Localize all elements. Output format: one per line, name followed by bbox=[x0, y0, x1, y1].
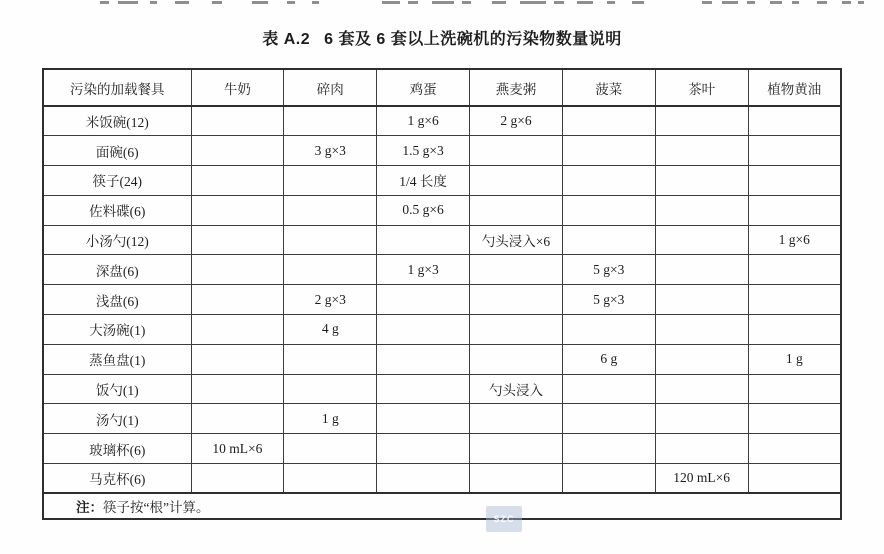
value-cell bbox=[655, 106, 748, 136]
value-cell bbox=[377, 374, 470, 404]
table-row bbox=[43, 464, 841, 494]
value-cell bbox=[655, 315, 748, 345]
value-cell bbox=[655, 225, 748, 255]
value-cell bbox=[191, 374, 284, 404]
col-header-minced-meat: 碎肉 bbox=[284, 69, 377, 106]
value-cell bbox=[655, 434, 748, 464]
value-cell bbox=[748, 136, 841, 166]
value-cell bbox=[191, 404, 284, 434]
value-cell bbox=[562, 136, 655, 166]
value-cell bbox=[284, 166, 377, 196]
value-cell: 1 g×6 bbox=[377, 106, 470, 136]
value-cell bbox=[562, 106, 655, 136]
value-cell bbox=[284, 464, 377, 494]
page-title bbox=[0, 26, 884, 49]
value-cell bbox=[191, 464, 284, 494]
value-cell bbox=[748, 434, 841, 464]
value-cell bbox=[377, 315, 470, 345]
row-label: 玻璃杯(6) bbox=[43, 434, 191, 464]
value-cell bbox=[191, 315, 284, 345]
value-cell bbox=[562, 315, 655, 345]
value-cell bbox=[377, 344, 470, 374]
value-cell: 1.5 g×3 bbox=[377, 136, 470, 166]
value-cell bbox=[377, 225, 470, 255]
table-body bbox=[43, 106, 841, 493]
table-caption: 6 套及 6 套以上洗碗机的污染物数量说明 bbox=[324, 31, 622, 48]
value-cell bbox=[470, 344, 563, 374]
table-number-label: 表 A.2 bbox=[262, 31, 311, 48]
row-label: 大汤碗(1) bbox=[43, 315, 191, 345]
note-row bbox=[43, 493, 841, 519]
value-cell bbox=[284, 255, 377, 285]
row-label: 蒸鱼盘(1) bbox=[43, 344, 191, 374]
value-cell bbox=[562, 434, 655, 464]
value-cell bbox=[284, 434, 377, 464]
table-row bbox=[43, 315, 841, 345]
value-cell bbox=[562, 464, 655, 494]
value-cell bbox=[191, 285, 284, 315]
value-cell bbox=[191, 344, 284, 374]
value-cell: 3 g×3 bbox=[284, 136, 377, 166]
value-cell bbox=[748, 315, 841, 345]
value-cell bbox=[748, 106, 841, 136]
col-header-oatmeal: 燕麦粥 bbox=[470, 69, 563, 106]
table-row bbox=[43, 285, 841, 315]
value-cell bbox=[562, 404, 655, 434]
value-cell bbox=[748, 464, 841, 494]
row-label: 饭勺(1) bbox=[43, 374, 191, 404]
value-cell: 勺头浸入×6 bbox=[470, 225, 563, 255]
value-cell: 5 g×3 bbox=[562, 255, 655, 285]
value-cell bbox=[655, 136, 748, 166]
value-cell bbox=[748, 166, 841, 196]
table-row bbox=[43, 374, 841, 404]
value-cell bbox=[748, 374, 841, 404]
value-cell bbox=[284, 374, 377, 404]
value-cell bbox=[191, 166, 284, 196]
value-cell bbox=[470, 285, 563, 315]
value-cell bbox=[377, 404, 470, 434]
table-row bbox=[43, 136, 841, 166]
row-label: 浅盘(6) bbox=[43, 285, 191, 315]
value-cell: 1 g bbox=[748, 344, 841, 374]
pollutant-table-container bbox=[42, 68, 842, 520]
value-cell: 2 g×6 bbox=[470, 106, 563, 136]
table-row bbox=[43, 106, 841, 136]
value-cell bbox=[284, 225, 377, 255]
value-cell bbox=[191, 225, 284, 255]
value-cell bbox=[470, 315, 563, 345]
value-cell bbox=[470, 195, 563, 225]
col-header-egg: 鸡蛋 bbox=[377, 69, 470, 106]
note-text: 筷子按“根”计算。 bbox=[103, 500, 210, 516]
value-cell bbox=[748, 195, 841, 225]
value-cell bbox=[748, 285, 841, 315]
value-cell: 4 g bbox=[284, 315, 377, 345]
row-label: 筷子(24) bbox=[43, 166, 191, 196]
value-cell bbox=[655, 404, 748, 434]
value-cell bbox=[655, 166, 748, 196]
table-row bbox=[43, 434, 841, 464]
table-note bbox=[43, 493, 841, 519]
value-cell: 勺头浸入 bbox=[470, 374, 563, 404]
value-cell bbox=[191, 255, 284, 285]
value-cell bbox=[655, 255, 748, 285]
value-cell bbox=[655, 285, 748, 315]
clipped-text-top bbox=[0, 0, 884, 6]
value-cell: 5 g×3 bbox=[562, 285, 655, 315]
value-cell bbox=[562, 374, 655, 404]
value-cell bbox=[562, 195, 655, 225]
value-cell bbox=[748, 255, 841, 285]
table-row bbox=[43, 255, 841, 285]
value-cell: 0.5 g×6 bbox=[377, 195, 470, 225]
value-cell bbox=[470, 434, 563, 464]
pollutant-quantity-table bbox=[42, 68, 842, 520]
value-cell: 10 mL×6 bbox=[191, 434, 284, 464]
value-cell: 6 g bbox=[562, 344, 655, 374]
value-cell bbox=[284, 106, 377, 136]
col-header-margarine: 植物黄油 bbox=[748, 69, 841, 106]
value-cell bbox=[191, 106, 284, 136]
value-cell bbox=[470, 255, 563, 285]
col-header-tableware: 污染的加载餐具 bbox=[43, 69, 191, 106]
row-label: 汤勺(1) bbox=[43, 404, 191, 434]
value-cell: 2 g×3 bbox=[284, 285, 377, 315]
value-cell bbox=[377, 464, 470, 494]
value-cell bbox=[470, 136, 563, 166]
value-cell bbox=[470, 464, 563, 494]
col-header-tea: 茶叶 bbox=[655, 69, 748, 106]
value-cell bbox=[191, 195, 284, 225]
value-cell bbox=[284, 195, 377, 225]
row-label: 佐料碟(6) bbox=[43, 195, 191, 225]
table-row bbox=[43, 195, 841, 225]
table-row bbox=[43, 404, 841, 434]
row-label: 面碗(6) bbox=[43, 136, 191, 166]
value-cell bbox=[562, 225, 655, 255]
note-prefix: 注： bbox=[76, 500, 103, 516]
value-cell bbox=[191, 136, 284, 166]
header-row bbox=[43, 69, 841, 106]
value-cell bbox=[655, 195, 748, 225]
row-label: 小汤勺(12) bbox=[43, 225, 191, 255]
value-cell: 1/4 长度 bbox=[377, 166, 470, 196]
watermark-logo: SZC bbox=[486, 506, 522, 532]
table-row bbox=[43, 166, 841, 196]
value-cell bbox=[377, 434, 470, 464]
value-cell: 1 g bbox=[284, 404, 377, 434]
value-cell bbox=[562, 166, 655, 196]
row-label: 马克杯(6) bbox=[43, 464, 191, 494]
row-label: 深盘(6) bbox=[43, 255, 191, 285]
value-cell bbox=[655, 344, 748, 374]
table-row bbox=[43, 225, 841, 255]
row-label: 米饭碗(12) bbox=[43, 106, 191, 136]
value-cell: 1 g×6 bbox=[748, 225, 841, 255]
value-cell bbox=[655, 374, 748, 404]
col-header-spinach: 菠菜 bbox=[562, 69, 655, 106]
value-cell bbox=[284, 344, 377, 374]
value-cell bbox=[470, 404, 563, 434]
value-cell bbox=[377, 285, 470, 315]
value-cell: 1 g×3 bbox=[377, 255, 470, 285]
table-row bbox=[43, 344, 841, 374]
col-header-milk: 牛奶 bbox=[191, 69, 284, 106]
value-cell bbox=[748, 404, 841, 434]
value-cell: 120 mL×6 bbox=[655, 464, 748, 494]
value-cell bbox=[470, 166, 563, 196]
